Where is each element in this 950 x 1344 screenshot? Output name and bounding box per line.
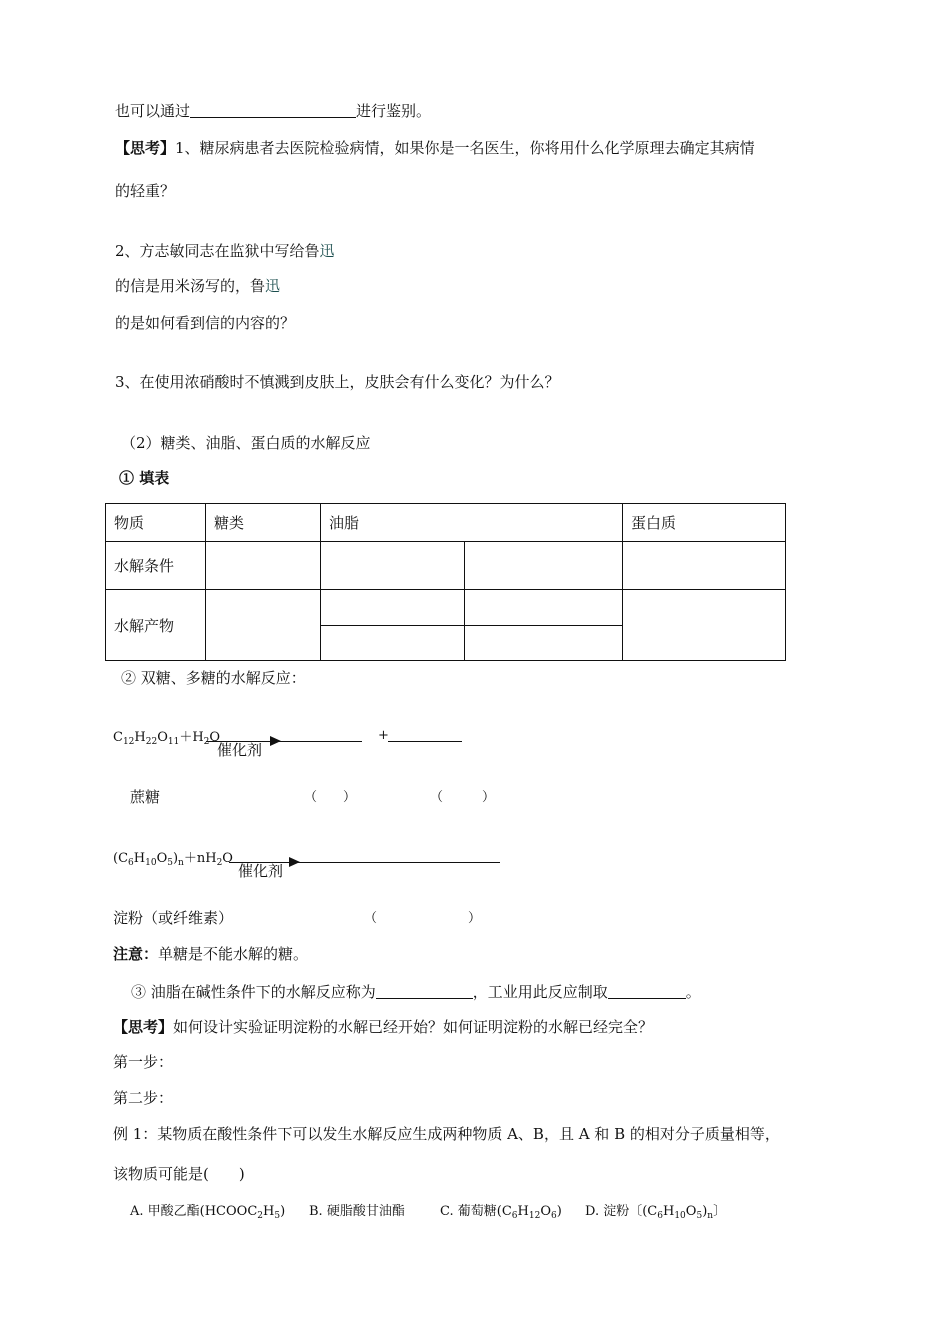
think2-line: 【思考】如何设计实验证明淀粉的水解已经开始？如何证明淀粉的水解已经完全？ bbox=[113, 1018, 654, 1036]
think1-line2: 的轻重？ bbox=[115, 182, 176, 200]
step2: 第二步： bbox=[113, 1089, 174, 1107]
example1-line1: 例 1：某物质在酸性条件下可以发生水解反应生成两种物质 A、B，且 A 和 B 的相对分子质量相等， bbox=[113, 1125, 780, 1143]
line-identify: 也可以通过 进行鉴别。 bbox=[115, 102, 432, 120]
blank-industrial-product[interactable] bbox=[608, 982, 686, 999]
equation-sucrose: $C_{12}H_{22}O_{11}+H_2O$ bbox=[113, 730, 221, 747]
section-hydrolysis: （2）糖类、油脂、蛋白质的水解反应 bbox=[121, 434, 371, 452]
blank-product-1[interactable] bbox=[278, 725, 362, 742]
fill-table-heading: ① 填表 bbox=[119, 469, 170, 487]
starch-paren: （ ） bbox=[364, 911, 482, 926]
cell-fat-product-2b[interactable] bbox=[465, 626, 623, 661]
th-fat: 油脂 bbox=[321, 504, 623, 542]
think1-line1: 【思考】1、糖尿病患者去医院检验病情，如果你是一名医生，你将用什么化学原理去确定其病情 bbox=[115, 139, 755, 157]
row-condition-label: 水解条件 bbox=[106, 542, 206, 590]
option-c[interactable]: C. 葡萄糖$(C_6H_{12}O_6)$ bbox=[440, 1204, 562, 1221]
starch-label: 淀粉（或纤维素） bbox=[113, 909, 234, 927]
disaccharide-heading: ② 双糖、多糖的水解反应： bbox=[121, 669, 306, 687]
hydrolysis-table bbox=[105, 503, 786, 661]
sucrose-label: 蔗糖 bbox=[130, 788, 161, 806]
cell-fat-condition-1[interactable] bbox=[321, 542, 465, 590]
cell-protein-condition[interactable] bbox=[623, 542, 786, 590]
option-d[interactable]: D. 淀粉〔$(C_6H_{10}O_5)_n$〕 bbox=[585, 1204, 727, 1221]
cell-protein-product[interactable] bbox=[623, 590, 786, 661]
saponification-line: ③ 油脂在碱性条件下的水解反应称为 ，工业用此反应制取 。 bbox=[131, 983, 701, 1001]
blank-identify[interactable] bbox=[190, 101, 356, 118]
blank-saponification[interactable] bbox=[376, 982, 473, 999]
q2-line2: 的信是用米汤写的，鲁迅 bbox=[115, 277, 281, 295]
equation-starch: $(C_6H_{10}O_5)_n+nH_2O$ bbox=[113, 851, 233, 868]
plus-sign: + bbox=[378, 728, 389, 743]
th-substance: 物质 bbox=[106, 504, 206, 542]
sucrose-paren-1: （ ） bbox=[304, 790, 357, 805]
example1-line2: 该物质可能是( ) bbox=[113, 1165, 245, 1183]
blank-product-2[interactable] bbox=[388, 725, 462, 742]
cell-sugar-condition[interactable] bbox=[206, 542, 321, 590]
catalyst-label-1: 催化剂 bbox=[217, 741, 263, 759]
th-sugar: 糖类 bbox=[206, 504, 321, 542]
cell-fat-product-1b[interactable] bbox=[321, 626, 465, 661]
option-b[interactable]: B. 硬脂酸甘油酯 bbox=[309, 1204, 405, 1219]
step1: 第一步： bbox=[113, 1053, 174, 1071]
cell-fat-product-2a[interactable] bbox=[465, 590, 623, 626]
q3-line: 3、在使用浓硝酸时不慎溅到皮肤上，皮肤会有什么变化？为什么？ bbox=[115, 373, 560, 391]
option-a[interactable]: A. 甲酸乙酯$(HCOOC_2H_5)$ bbox=[130, 1204, 286, 1221]
cell-fat-condition-2[interactable] bbox=[465, 542, 623, 590]
q2-line3: 的是如何看到信的内容的？ bbox=[115, 314, 296, 332]
cell-fat-product-1a[interactable] bbox=[321, 590, 465, 626]
q2-line1: 2、方志敏同志在监狱中写给鲁迅 bbox=[115, 242, 335, 260]
note-line: 注意：单糖是不能水解的糖。 bbox=[113, 945, 309, 963]
row-product-label: 水解产物 bbox=[106, 590, 206, 661]
th-protein: 蛋白质 bbox=[623, 504, 786, 542]
sucrose-paren-2: （ ） bbox=[430, 790, 496, 805]
blank-product-3[interactable] bbox=[298, 846, 500, 863]
catalyst-label-2: 催化剂 bbox=[238, 862, 284, 880]
cell-sugar-product[interactable] bbox=[206, 590, 321, 661]
